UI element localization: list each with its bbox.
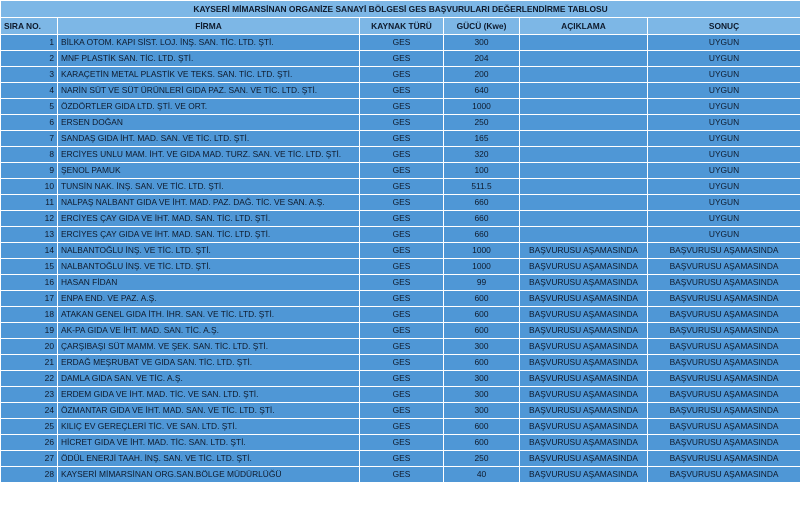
table-row xyxy=(1,323,800,339)
row-number-cell: 6 xyxy=(1,115,58,131)
result-cell: UYGUN xyxy=(648,51,800,67)
header-result: SONUÇ xyxy=(648,18,800,35)
row-number-cell: 7 xyxy=(1,131,58,147)
table-row xyxy=(1,275,800,291)
row-number-cell: 11 xyxy=(1,195,58,211)
power-value-cell: 600 xyxy=(444,419,520,435)
table-row xyxy=(1,451,800,467)
company-name-cell: ÇARŞIBAŞI SÜT MAMM. VE ŞEK. SAN. TİC. LTD. ŞTİ. xyxy=(58,339,360,355)
company-name-cell: MNF PLASTİK SAN. TİC. LTD. ŞTİ. xyxy=(58,51,360,67)
power-value-cell: 40 xyxy=(444,467,520,483)
company-name-cell: KAYSERİ MİMARSİNAN ORG.SAN.BÖLGE MÜDÜRLÜĞÜ xyxy=(58,467,360,483)
power-value-cell: 660 xyxy=(444,227,520,243)
table-row xyxy=(1,355,800,371)
power-value-cell: 600 xyxy=(444,291,520,307)
row-number-cell: 10 xyxy=(1,179,58,195)
result-cell: UYGUN xyxy=(648,147,800,163)
power-value-cell: 320 xyxy=(444,147,520,163)
power-value-cell: 300 xyxy=(444,339,520,355)
row-number-cell: 2 xyxy=(1,51,58,67)
source-type-cell: GES xyxy=(360,451,444,467)
power-value-cell: 600 xyxy=(444,323,520,339)
description-cell: BAŞVURUSU AŞAMASINDA xyxy=(520,291,648,307)
table-row xyxy=(1,227,800,243)
source-type-cell: GES xyxy=(360,243,444,259)
header-no: SIRA NO. xyxy=(1,18,58,35)
power-value-cell: 300 xyxy=(444,35,520,51)
result-cell: BAŞVURUSU AŞAMASINDA xyxy=(648,291,800,307)
power-value-cell: 165 xyxy=(444,131,520,147)
power-value-cell: 99 xyxy=(444,275,520,291)
company-name-cell: ERCİYES ÇAY GIDA VE İHT. MAD. SAN. TİC. LTD. ŞTİ. xyxy=(58,227,360,243)
company-name-cell: SANDAŞ GIDA İHT. MAD. SAN. VE TİC. LTD. ŞTİ. xyxy=(58,131,360,147)
row-number-cell: 15 xyxy=(1,259,58,275)
result-cell: UYGUN xyxy=(648,163,800,179)
power-value-cell: 600 xyxy=(444,307,520,323)
power-value-cell: 200 xyxy=(444,67,520,83)
result-cell: BAŞVURUSU AŞAMASINDA xyxy=(648,243,800,259)
table-row xyxy=(1,195,800,211)
source-type-cell: GES xyxy=(360,195,444,211)
result-cell: UYGUN xyxy=(648,83,800,99)
description-cell xyxy=(520,51,648,67)
result-cell: UYGUN xyxy=(648,227,800,243)
row-number-cell: 9 xyxy=(1,163,58,179)
row-number-cell: 22 xyxy=(1,371,58,387)
table-body xyxy=(1,35,800,483)
description-cell: BAŞVURUSU AŞAMASINDA xyxy=(520,259,648,275)
table-row xyxy=(1,163,800,179)
description-cell xyxy=(520,163,648,179)
company-name-cell: ENPA END. VE PAZ. A.Ş. xyxy=(58,291,360,307)
description-cell xyxy=(520,115,648,131)
description-cell: BAŞVURUSU AŞAMASINDA xyxy=(520,419,648,435)
row-number-cell: 5 xyxy=(1,99,58,115)
company-name-cell: NARİN SÜT VE SÜT ÜRÜNLERİ GIDA PAZ. SAN. VE TİC. LTD. ŞTİ. xyxy=(58,83,360,99)
table-row xyxy=(1,259,800,275)
power-value-cell: 100 xyxy=(444,163,520,179)
description-cell: BAŞVURUSU AŞAMASINDA xyxy=(520,387,648,403)
company-name-cell: HİCRET GIDA VE İHT. MAD. TİC. SAN. LTD. ŞTİ. xyxy=(58,435,360,451)
row-number-cell: 25 xyxy=(1,419,58,435)
source-type-cell: GES xyxy=(360,179,444,195)
result-cell: BAŞVURUSU AŞAMASINDA xyxy=(648,387,800,403)
source-type-cell: GES xyxy=(360,35,444,51)
company-name-cell: ERCİYES ÇAY GIDA VE İHT. MAD. SAN. TİC. LTD. ŞTİ. xyxy=(58,211,360,227)
power-value-cell: 600 xyxy=(444,355,520,371)
header-firma: FİRMA xyxy=(58,18,360,35)
table-row xyxy=(1,179,800,195)
power-value-cell: 204 xyxy=(444,51,520,67)
source-type-cell: GES xyxy=(360,147,444,163)
result-cell: UYGUN xyxy=(648,99,800,115)
table-row xyxy=(1,67,800,83)
result-cell: UYGUN xyxy=(648,131,800,147)
company-name-cell: TUNSİN NAK. İNŞ. SAN. VE TİC. LTD. ŞTİ. xyxy=(58,179,360,195)
description-cell: BAŞVURUSU AŞAMASINDA xyxy=(520,323,648,339)
result-cell: UYGUN xyxy=(648,35,800,51)
table-row xyxy=(1,131,800,147)
row-number-cell: 14 xyxy=(1,243,58,259)
source-type-cell: GES xyxy=(360,163,444,179)
description-cell xyxy=(520,227,648,243)
row-number-cell: 4 xyxy=(1,83,58,99)
company-name-cell: ATAKAN GENEL GIDA İTH. İHR. SAN. VE TİC. LTD. ŞTİ. xyxy=(58,307,360,323)
table-row xyxy=(1,291,800,307)
row-number-cell: 17 xyxy=(1,291,58,307)
power-value-cell: 250 xyxy=(444,115,520,131)
description-cell xyxy=(520,99,648,115)
description-cell xyxy=(520,35,648,51)
source-type-cell: GES xyxy=(360,339,444,355)
row-number-cell: 16 xyxy=(1,275,58,291)
description-cell: BAŞVURUSU AŞAMASINDA xyxy=(520,467,648,483)
source-type-cell: GES xyxy=(360,67,444,83)
source-type-cell: GES xyxy=(360,323,444,339)
power-value-cell: 300 xyxy=(444,387,520,403)
source-type-cell: GES xyxy=(360,387,444,403)
table-row xyxy=(1,467,800,483)
source-type-cell: GES xyxy=(360,211,444,227)
row-number-cell: 13 xyxy=(1,227,58,243)
description-cell xyxy=(520,83,648,99)
company-name-cell: ÖDÜL ENERJİ TAAH. İNŞ. SAN. VE TİC. LTD. ŞTİ. xyxy=(58,451,360,467)
source-type-cell: GES xyxy=(360,419,444,435)
row-number-cell: 26 xyxy=(1,435,58,451)
power-value-cell: 250 xyxy=(444,451,520,467)
power-value-cell: 640 xyxy=(444,83,520,99)
source-type-cell: GES xyxy=(360,371,444,387)
table-row xyxy=(1,51,800,67)
source-type-cell: GES xyxy=(360,355,444,371)
result-cell: BAŞVURUSU AŞAMASINDA xyxy=(648,355,800,371)
row-number-cell: 23 xyxy=(1,387,58,403)
result-cell: BAŞVURUSU AŞAMASINDA xyxy=(648,307,800,323)
table-row xyxy=(1,83,800,99)
table-row xyxy=(1,115,800,131)
description-cell xyxy=(520,147,648,163)
header-type: KAYNAK TÜRÜ xyxy=(360,18,444,35)
table-row xyxy=(1,387,800,403)
table-row xyxy=(1,371,800,387)
table-row xyxy=(1,339,800,355)
source-type-cell: GES xyxy=(360,259,444,275)
result-cell: UYGUN xyxy=(648,195,800,211)
row-number-cell: 8 xyxy=(1,147,58,163)
power-value-cell: 1000 xyxy=(444,99,520,115)
company-name-cell: ERDAĞ MEŞRUBAT VE GIDA SAN. TİC. LTD. ŞTİ. xyxy=(58,355,360,371)
power-value-cell: 660 xyxy=(444,195,520,211)
row-number-cell: 18 xyxy=(1,307,58,323)
row-number-cell: 12 xyxy=(1,211,58,227)
row-number-cell: 28 xyxy=(1,467,58,483)
description-cell xyxy=(520,67,648,83)
power-value-cell: 1000 xyxy=(444,259,520,275)
description-cell: BAŞVURUSU AŞAMASINDA xyxy=(520,371,648,387)
description-cell: BAŞVURUSU AŞAMASINDA xyxy=(520,275,648,291)
result-cell: BAŞVURUSU AŞAMASINDA xyxy=(648,323,800,339)
description-cell: BAŞVURUSU AŞAMASINDA xyxy=(520,451,648,467)
power-value-cell: 300 xyxy=(444,403,520,419)
row-number-cell: 1 xyxy=(1,35,58,51)
result-cell: BAŞVURUSU AŞAMASINDA xyxy=(648,467,800,483)
row-number-cell: 27 xyxy=(1,451,58,467)
power-value-cell: 300 xyxy=(444,371,520,387)
header-power: GÜCÜ (Kwe) xyxy=(444,18,520,35)
description-cell xyxy=(520,211,648,227)
company-name-cell: KARAÇETİN METAL PLASTİK VE TEKS. SAN. TİC. LTD. ŞTİ. xyxy=(58,67,360,83)
company-name-cell: BİLKA OTOM. KAPI SİST. LOJ. İNŞ. SAN. TİC. LTD. ŞTİ. xyxy=(58,35,360,51)
company-name-cell: KILIÇ EV GEREÇLERİ TİC. VE SAN. LTD. ŞTİ. xyxy=(58,419,360,435)
description-cell: BAŞVURUSU AŞAMASINDA xyxy=(520,307,648,323)
description-cell xyxy=(520,179,648,195)
header-desc: AÇIKLAMA xyxy=(520,18,648,35)
result-cell: BAŞVURUSU AŞAMASINDA xyxy=(648,275,800,291)
description-cell: BAŞVURUSU AŞAMASINDA xyxy=(520,339,648,355)
result-cell: BAŞVURUSU AŞAMASINDA xyxy=(648,259,800,275)
table-row xyxy=(1,403,800,419)
result-cell: BAŞVURUSU AŞAMASINDA xyxy=(648,403,800,419)
company-name-cell: ERCİYES UNLU MAM. İHT. VE GIDA MAD. TURZ. SAN. VE TİC. LTD. ŞTİ. xyxy=(58,147,360,163)
result-cell: BAŞVURUSU AŞAMASINDA xyxy=(648,435,800,451)
power-value-cell: 600 xyxy=(444,435,520,451)
table-row xyxy=(1,419,800,435)
company-name-cell: DAMLA GIDA SAN. VE TİC. A.Ş. xyxy=(58,371,360,387)
power-value-cell: 511.5 xyxy=(444,179,520,195)
description-cell: BAŞVURUSU AŞAMASINDA xyxy=(520,435,648,451)
company-name-cell: ERDEM GIDA VE İHT. MAD. TİC. VE SAN. LTD. ŞTİ. xyxy=(58,387,360,403)
description-cell xyxy=(520,195,648,211)
company-name-cell: HASAN FİDAN xyxy=(58,275,360,291)
company-name-cell: AK-PA GIDA VE İHT. MAD. SAN. TİC. A.Ş. xyxy=(58,323,360,339)
source-type-cell: GES xyxy=(360,131,444,147)
result-cell: UYGUN xyxy=(648,115,800,131)
source-type-cell: GES xyxy=(360,307,444,323)
company-name-cell: ERSEN DOĞAN xyxy=(58,115,360,131)
company-name-cell: NALBANTOĞLU İNŞ. VE TİC. LTD. ŞTİ. xyxy=(58,259,360,275)
table-row xyxy=(1,307,800,323)
result-cell: BAŞVURUSU AŞAMASINDA xyxy=(648,419,800,435)
source-type-cell: GES xyxy=(360,467,444,483)
description-cell: BAŞVURUSU AŞAMASINDA xyxy=(520,355,648,371)
table-row xyxy=(1,211,800,227)
company-name-cell: ÖZMANTAR GIDA VE İHT. MAD. SAN. VE TİC. LTD. ŞTİ. xyxy=(58,403,360,419)
result-cell: UYGUN xyxy=(648,179,800,195)
power-value-cell: 660 xyxy=(444,211,520,227)
company-name-cell: NALBANTOĞLU İNŞ. VE TİC. LTD. ŞTİ. xyxy=(58,243,360,259)
table-row xyxy=(1,147,800,163)
result-cell: UYGUN xyxy=(648,211,800,227)
row-number-cell: 3 xyxy=(1,67,58,83)
description-cell: BAŞVURUSU AŞAMASINDA xyxy=(520,403,648,419)
source-type-cell: GES xyxy=(360,51,444,67)
company-name-cell: NALPAŞ NALBANT GIDA VE İHT. MAD. PAZ. DAĞ. TİC. VE SAN. A.Ş. xyxy=(58,195,360,211)
table-title: KAYSERİ MİMARSİNAN ORGANİZE SANAYİ BÖLGESİ GES BAŞVURULARI DEĞERLENDİRME TABLOSU xyxy=(1,1,800,18)
source-type-cell: GES xyxy=(360,227,444,243)
title-row xyxy=(1,1,800,18)
row-number-cell: 19 xyxy=(1,323,58,339)
description-cell: BAŞVURUSU AŞAMASINDA xyxy=(520,243,648,259)
source-type-cell: GES xyxy=(360,435,444,451)
result-cell: UYGUN xyxy=(648,67,800,83)
table-row xyxy=(1,243,800,259)
result-cell: BAŞVURUSU AŞAMASINDA xyxy=(648,339,800,355)
result-cell: BAŞVURUSU AŞAMASINDA xyxy=(648,371,800,387)
source-type-cell: GES xyxy=(360,403,444,419)
row-number-cell: 21 xyxy=(1,355,58,371)
row-number-cell: 24 xyxy=(1,403,58,419)
description-cell xyxy=(520,131,648,147)
table-row xyxy=(1,99,800,115)
source-type-cell: GES xyxy=(360,275,444,291)
row-number-cell: 20 xyxy=(1,339,58,355)
company-name-cell: ŞENOL PAMUK xyxy=(58,163,360,179)
result-cell: BAŞVURUSU AŞAMASINDA xyxy=(648,451,800,467)
source-type-cell: GES xyxy=(360,291,444,307)
company-name-cell: ÖZDÖRTLER GIDA LTD. ŞTİ. VE ORT. xyxy=(58,99,360,115)
table-row xyxy=(1,35,800,51)
source-type-cell: GES xyxy=(360,83,444,99)
source-type-cell: GES xyxy=(360,99,444,115)
table-row xyxy=(1,435,800,451)
header-row xyxy=(1,18,800,35)
power-value-cell: 1000 xyxy=(444,243,520,259)
source-type-cell: GES xyxy=(360,115,444,131)
